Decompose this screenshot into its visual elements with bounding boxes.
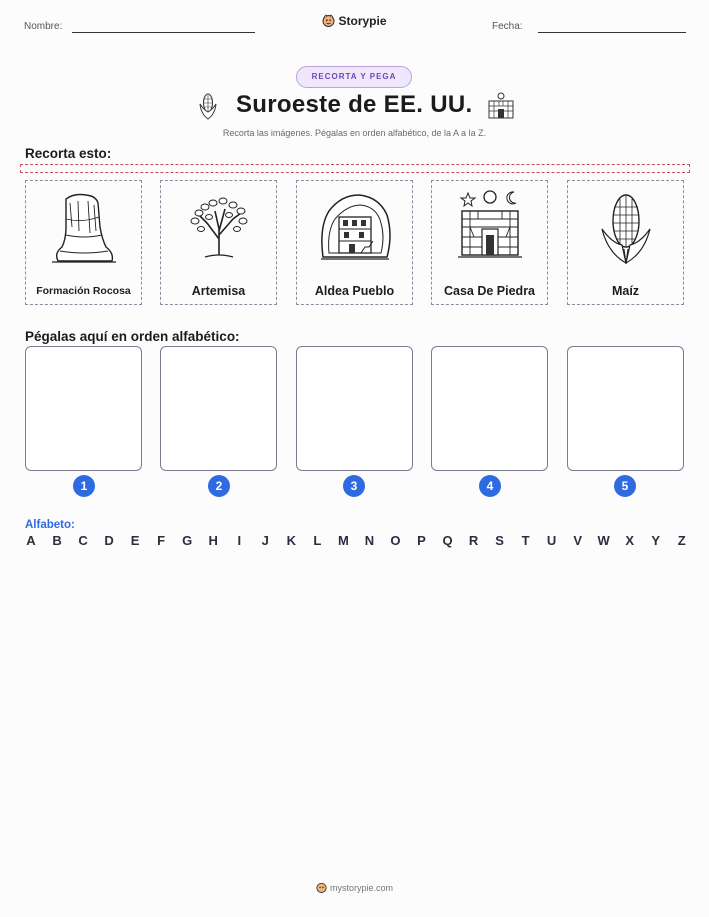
stone-house-icon — [450, 187, 530, 273]
alphabet-letter: W — [597, 533, 610, 548]
rock-formation-icon — [44, 187, 124, 273]
storypie-logo-icon — [316, 882, 327, 893]
paste-slot-1[interactable] — [25, 346, 142, 471]
alphabet-label: Alfabeto: — [25, 519, 75, 531]
cut-card-rock-formation[interactable] — [25, 180, 142, 305]
alphabet-letter: D — [104, 533, 114, 548]
paste-section-heading: Pégalas aquí en orden alfabético: — [25, 329, 240, 344]
activity-badge: RECORTA Y PEGA — [296, 66, 412, 88]
cut-section-heading: Recorta esto: — [25, 146, 112, 161]
alphabet-letter: U — [546, 533, 557, 548]
sagebrush-icon — [179, 187, 259, 273]
corn-icon — [586, 187, 666, 273]
paste-slot-2[interactable] — [160, 346, 277, 471]
paste-slot-5[interactable] — [567, 346, 684, 471]
card-label: Aldea Pueblo — [314, 284, 395, 298]
alphabet-letter: N — [364, 533, 375, 548]
paste-slot-4[interactable] — [431, 346, 548, 471]
alphabet-letter: V — [573, 533, 582, 548]
storypie-logo-icon — [322, 14, 335, 27]
footer — [0, 882, 709, 893]
paste-slot-3[interactable] — [296, 346, 413, 471]
alphabet-letter: R — [468, 533, 479, 548]
instructions: Recorta las imágenes. Pégalas en orden alfabético, de la A a la Z. — [222, 128, 487, 138]
alphabet-letter: O — [390, 533, 401, 548]
card-label: Artemisa — [191, 284, 246, 298]
alphabet-letter: J — [261, 533, 269, 548]
alphabet-letter: L — [313, 533, 322, 548]
alphabet-letter: F — [157, 533, 166, 548]
card-label: Maíz — [611, 284, 640, 298]
slot-number-badge: 5 — [614, 475, 636, 497]
pueblo-village-icon — [315, 187, 395, 273]
cut-card-pueblo-village[interactable] — [296, 180, 413, 305]
name-field-line[interactable] — [72, 32, 255, 33]
footer-url[interactable]: mystorypie.com — [329, 883, 393, 893]
alphabet-letter: K — [286, 533, 296, 548]
date-label: Fecha: — [492, 21, 523, 32]
alphabet-letter: I — [237, 533, 242, 548]
cut-card-corn[interactable] — [567, 180, 684, 305]
alphabet-letter: H — [208, 533, 218, 548]
brand-logo — [0, 14, 709, 28]
alphabet-letter: G — [182, 533, 193, 548]
alphabet-letter: B — [52, 533, 62, 548]
card-label: Casa De Piedra — [443, 284, 536, 298]
name-label: Nombre: — [24, 21, 63, 32]
alphabet-letter: X — [625, 533, 635, 548]
slot-number-badge: 2 — [208, 475, 230, 497]
alphabet-letter: S — [495, 533, 504, 548]
alphabet-letter: Y — [651, 533, 661, 548]
stone-house-icon — [486, 92, 516, 120]
alphabet-letter: P — [417, 533, 426, 548]
date-field-line[interactable] — [538, 32, 686, 33]
cut-line — [20, 164, 690, 173]
card-label: Formación Rocosa — [36, 285, 131, 297]
alphabet-letter: Q — [442, 533, 453, 548]
alphabet-letter: E — [130, 533, 140, 548]
corn-icon — [198, 92, 218, 120]
alphabet-letter: Z — [677, 533, 686, 548]
slot-number-badge: 1 — [73, 475, 95, 497]
alphabet-letter: C — [78, 533, 88, 548]
cut-card-sagebrush[interactable] — [160, 180, 277, 305]
alphabet-letter: M — [337, 533, 349, 548]
alphabet-letter: T — [521, 533, 530, 548]
alphabet-letter: A — [26, 533, 36, 548]
brand-name: Storypie — [338, 14, 387, 28]
page-title: Suroeste de EE. UU. — [236, 91, 473, 118]
slot-number-badge: 3 — [343, 475, 365, 497]
alphabet-row — [24, 533, 689, 548]
slot-number-badge: 4 — [479, 475, 501, 497]
cut-card-stone-house[interactable] — [431, 180, 548, 305]
